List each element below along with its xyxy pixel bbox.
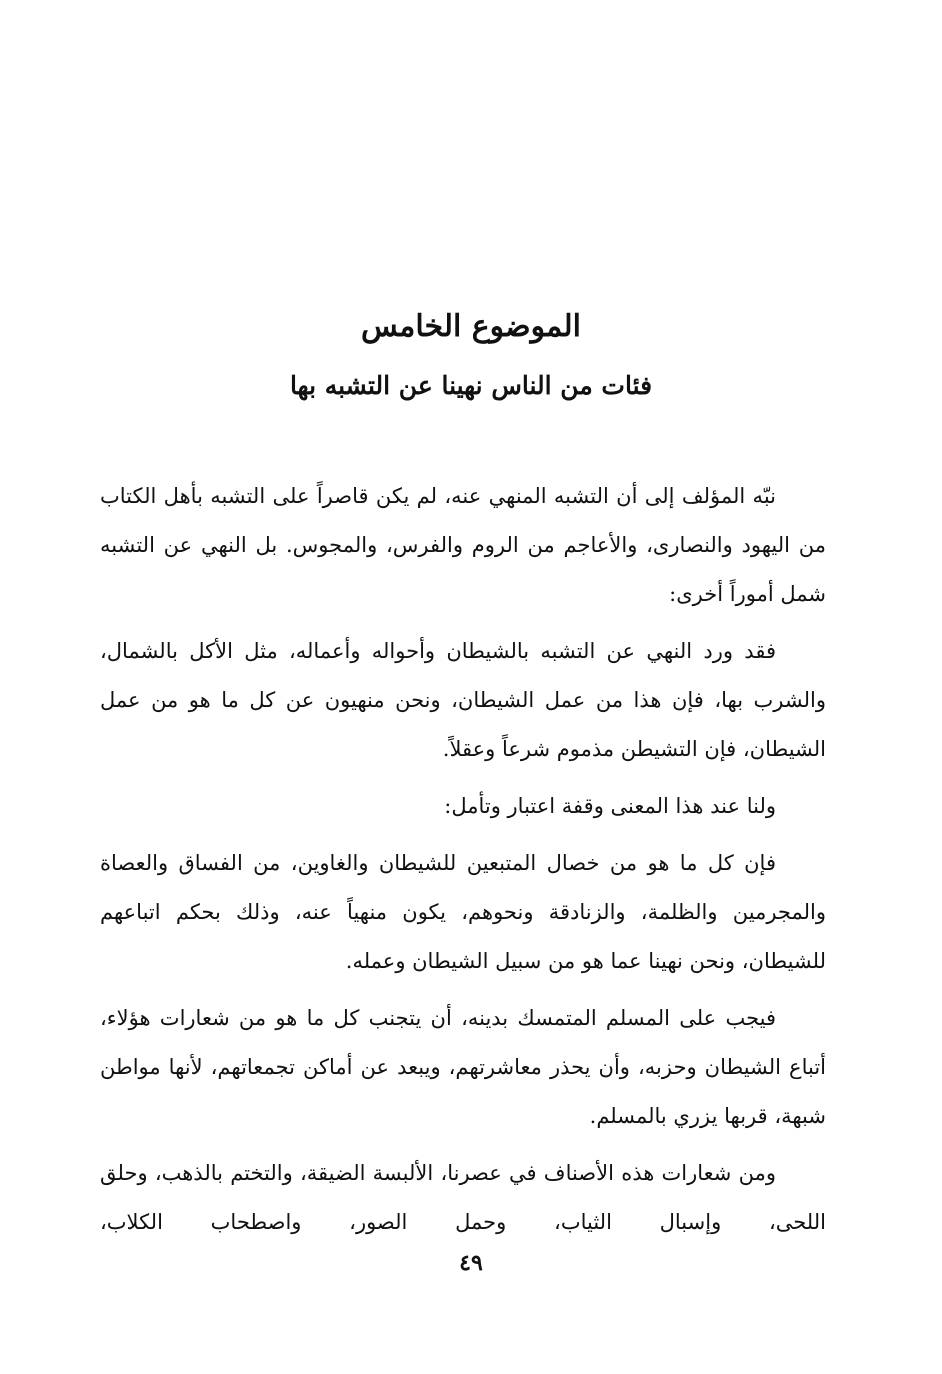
chapter-subtitle: فئات من الناس نهينا عن التشبه بها — [289, 371, 653, 400]
page-number: ٤٩ — [459, 1250, 483, 1276]
paragraph-4: فإن كل ما هو من خصال المتبعين للشيطان والغاوين، من الفساق والعصاة والمجرمين والظلمة، والزنادقة ونحوهم، يكون منهياً عنه، وذلك بحكم اتباعهم للشيطان، ونحن نهينا عما هو من سبيل الشيطان وعمله. — [100, 851, 826, 973]
body-text — [100, 472, 826, 1255]
paragraph-6: ومن شعارات هذه الأصناف في عصرنا، الألبسة الضيقة، والتختم بالذهب، وحلق اللحى، وإسبال الثياب، وحمل الصور، واصطحاب الكلاب، — [100, 1161, 826, 1234]
paragraph-5: فيجب على المسلم المتمسك بدينه، أن يتجنب كل ما هو من شعارات هؤلاء، أتباع الشيطان وحزبه، وأن يحذر معاشرتهم، ويبعد عن أماكن تجمعاتهم، لأنها مواطن شبهة، قربها يزري بالمسلم. — [100, 1006, 826, 1128]
paragraph-1: نبّه المؤلف إلى أن التشبه المنهي عنه، لم يكن قاصراً على التشبه بأهل الكتاب من اليهود والنصارى، والأعاجم من الروم والفرس، والمجوس. بل النهي عن التشبه شمل أموراً أخرى: — [100, 484, 826, 606]
paragraph-2: فقد ورد النهي عن التشبه بالشيطان وأحواله وأعماله، مثل الأكل بالشمال، والشرب بها، فإن هذا من عمل الشيطان، ونحن منهيون عن كل ما هو من عمل الشيطان، فإن التشيطن مذموم شرعاً وعقلاً. — [100, 639, 826, 761]
paragraph-3: ولنا عند هذا المعنى وقفة اعتبار وتأمل: — [444, 794, 776, 818]
chapter-title: الموضوع الخامس — [361, 309, 581, 344]
